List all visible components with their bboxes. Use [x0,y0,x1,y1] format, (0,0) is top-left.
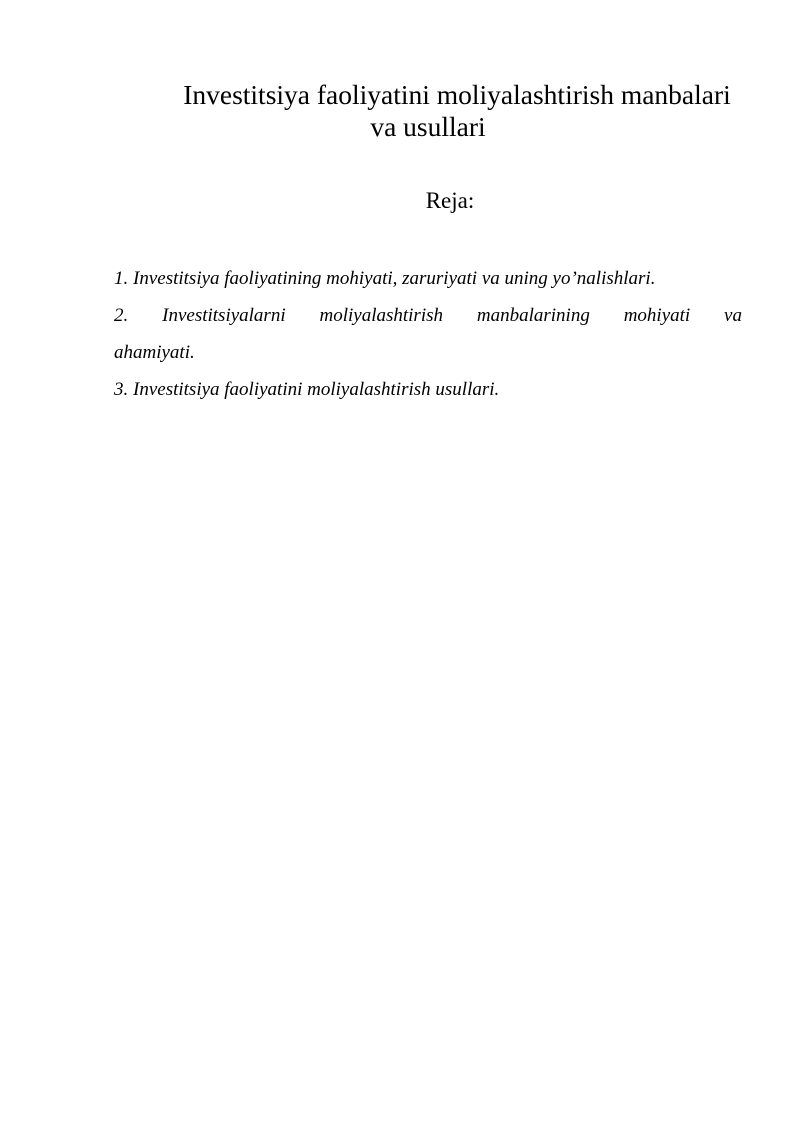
plan-heading: Reja: [425,188,475,213]
plan-list [114,260,742,408]
document-title-line-1: Investitsiya faoliyatini moliyalashtirish manbalari [183,79,731,110]
plan-item-2-line-1: 2. Investitsiyalarni moliyalashtirish manbalarining mohiyati va [114,305,742,326]
document-title-line-2: va usullari [370,111,486,142]
plan-item-2-line-2: ahamiyati. [114,342,195,363]
plan-item-1: 1. Investitsiya faoliyatining mohiyati, zaruriyati va uning yo’nalishlari. [114,268,656,289]
plan-item-2 [114,297,742,371]
plan-item-3: 3. Investitsiya faoliyatini moliyalashtirish usullari. [114,379,500,400]
document-title [114,79,742,143]
